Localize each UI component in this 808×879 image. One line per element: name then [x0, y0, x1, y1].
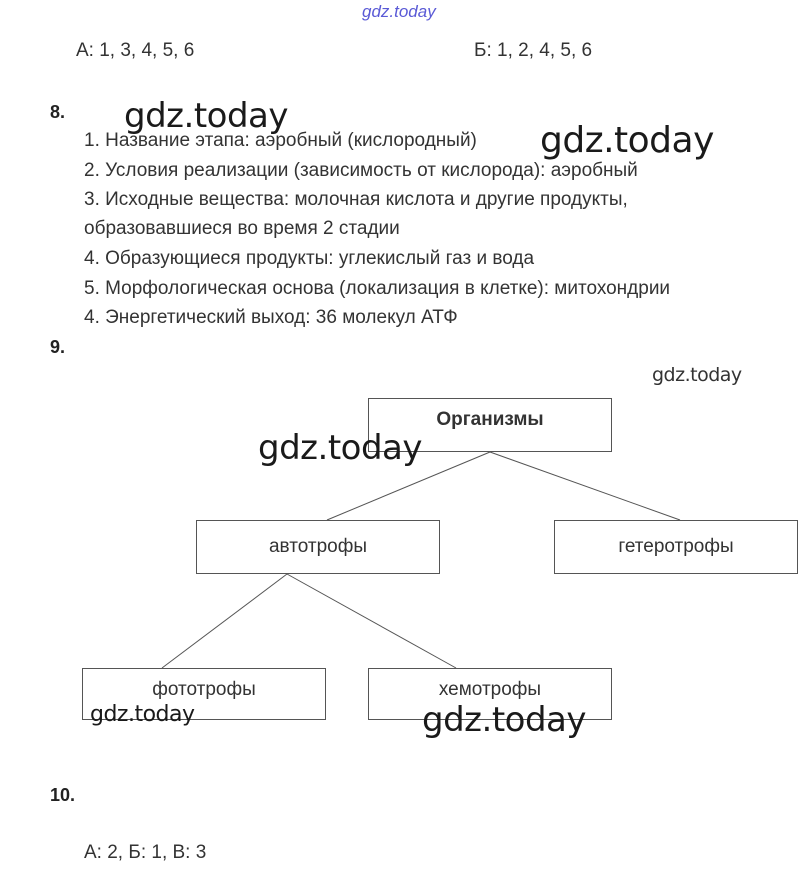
task-8-line-1: 1. Название этапа: аэробный (кислородный) — [84, 130, 477, 151]
task-9-number: 9. — [50, 337, 66, 357]
node-heterotrophs-label: гетеротрофы — [618, 536, 734, 557]
answer-b: Б: 1, 2, 4, 5, 6 — [474, 40, 593, 61]
answer-a: А: 1, 3, 4, 5, 6 — [76, 40, 195, 61]
watermark-4: gdz.today — [258, 428, 422, 468]
task-10-answer: А: 2, Б: 1, В: 3 — [84, 842, 207, 863]
node-phototrophs-label: фототрофы — [152, 679, 256, 700]
node-chemotrophs-label: хемотрофы — [438, 679, 542, 700]
node-heterotrophs — [554, 520, 798, 574]
watermark-3: gdz.today — [652, 364, 742, 386]
task-8-line-3: 3. Исходные вещества: молочная кислота и другие продукты, — [84, 189, 628, 210]
watermark-top: gdz.today — [362, 2, 436, 21]
node-organisms-label: Организмы — [436, 409, 544, 430]
watermark-1: gdz.today — [124, 96, 288, 136]
task-8-number: 8. — [50, 102, 66, 122]
watermark-5: gdz.today — [90, 702, 195, 727]
task-8-line-6: 5. Морфологическая основа (локализация в клетке): митохондрии — [84, 278, 671, 299]
task-8-line-7: 4. Энергетический выход: 36 молекул АТФ — [84, 307, 458, 328]
node-autotrophs — [196, 520, 440, 574]
watermark-6: gdz.today — [422, 700, 586, 740]
task-8-line-2: 2. Условия реализации (зависимость от кислорода): аэробный — [84, 160, 638, 181]
task-8-line-4: образовавшиеся во время 2 стадии — [84, 218, 400, 239]
task-10-number: 10. — [50, 785, 76, 805]
task-8-line-5: 4. Образующиеся продукты: углекислый газ и вода — [84, 248, 535, 269]
node-autotrophs-label: автотрофы — [268, 536, 367, 557]
watermark-2: gdz.today — [540, 120, 714, 161]
